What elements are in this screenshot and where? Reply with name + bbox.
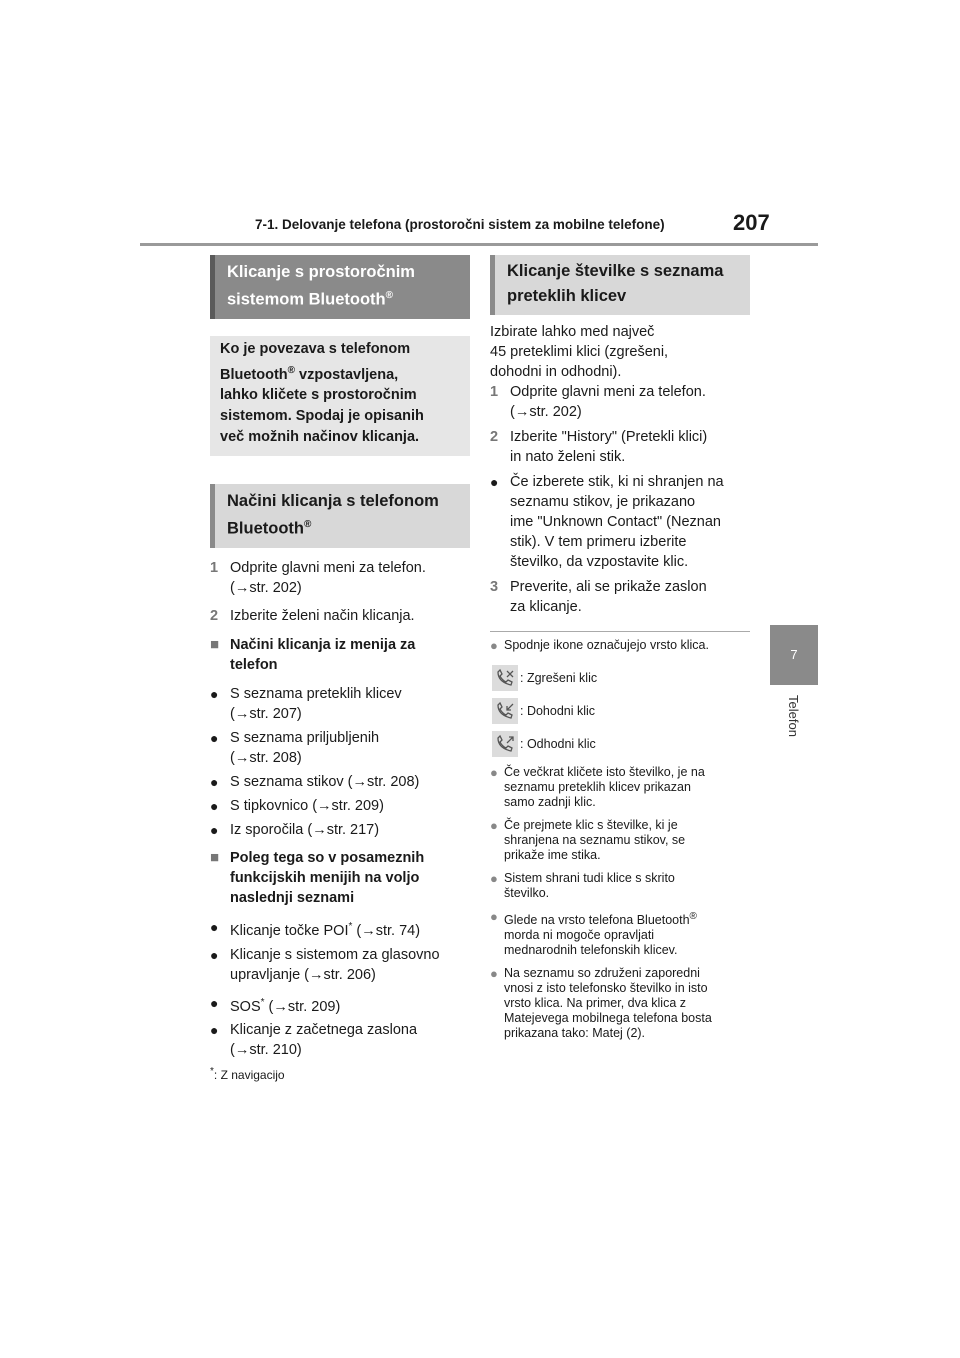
list-item: ● Če izberete stik, ki ni shranjen na seznamu stikov, je prikazano ime "Unknown Contact" (Neznan stik). V tem primeru izberite številko, da vzpostavite klic. — [490, 474, 724, 570]
list-item: ● Iz sporočila (→str. 217) — [210, 821, 380, 838]
subhead-phone-menu: ■ Načini klicanja iz menija za telefon — [210, 635, 416, 673]
steps — [210, 558, 470, 626]
list-item: ● SOS* (→str. 209) — [210, 994, 341, 1015]
subhead-function-menus: ■ Poleg tega so v posameznih funkcijskih menijih na voljo naslednji seznami — [210, 848, 425, 906]
chapter-label: Telefon — [786, 695, 801, 737]
note-icons: ● Spodnje ikone označujejo vrsto klica. — [490, 638, 709, 653]
footnote: *: Z navigacijo — [210, 1066, 285, 1083]
bullet-icon: ● — [210, 918, 219, 935]
section-heading-call-history: Klicanje številke s seznama preteklih klicev — [490, 255, 750, 315]
note-contact-name: ● Če prejmete klic s številke, ki je shranjena na seznamu stikov, se prikaže ime stika. — [490, 818, 686, 862]
outgoing-call-icon — [492, 731, 518, 757]
step-1: 1 Odprite glavni meni za telefon. (→str. 202) — [490, 384, 706, 420]
note-grouped-entries: ● Na seznamu so združeni zaporedni vnosi z isto telefonsko številko in isto vrsto klica. Na primer, dva klica z Matejevega mobilnega telefona bosta prikazana tako: Matej (2). — [490, 966, 712, 1041]
bullet-icon: ● — [210, 946, 219, 963]
bullet-icon: ● — [490, 638, 498, 653]
bullet-icon: ● — [210, 994, 219, 1011]
bullet-icon: ● — [210, 685, 219, 702]
history-intro: Izbirate lahko med največ 45 preteklimi klici (zgrešeni, dohodni in odhodni). — [490, 324, 669, 380]
step-2: 2 Izberite želeni način klicanja. — [210, 607, 415, 624]
legend-outgoing: : Odhodni klic — [492, 731, 750, 757]
bullet-list-function-menus — [210, 917, 470, 1061]
list-item: ● Klicanje s sistemom za glasovno upravljanje (→str. 206) — [210, 946, 440, 983]
intro-box: Ko je povezava s telefonom Bluetooth® vzpostavljena, lahko kličete s prostoročnim sistemom. Spodaj je opisanih več možnih načinov klicanja. — [210, 336, 470, 457]
bullet-icon: ● — [210, 773, 219, 790]
bullet-icon: ● — [210, 729, 219, 746]
bullet-icon: ● — [490, 909, 498, 924]
running-header: 7-1. Delovanje telefona (prostoročni sistem za mobilne telefone) — [255, 217, 665, 232]
bullet-icon: ● — [490, 871, 498, 886]
list-item: ● Klicanje z začetnega zaslona (→str. 210) — [210, 1022, 418, 1059]
section-heading-bluetooth-handsfree: Klicanje s prostoročnim sistemom Bluetooth® — [210, 255, 470, 319]
step-1: 1 Odprite glavni meni za telefon. (→str. 202) — [210, 559, 426, 596]
section-heading-call-methods: Načini klicanja s telefonom Bluetooth® — [210, 484, 470, 548]
note-repeated-number: ● Če večkrat kličete isto številko, je na seznamu preteklih klicev prikazan samo zadnji klic. — [490, 765, 705, 809]
step-3: 3 Preverite, ali se prikaže zaslon za klicanje. — [490, 579, 707, 615]
bullet-icon: ● — [490, 765, 498, 780]
left-column — [210, 255, 470, 1083]
legend-missed: : Zgrešeni klic — [492, 665, 750, 691]
missed-call-icon — [492, 665, 518, 691]
page-number: 207 — [733, 210, 770, 235]
bullet-icon: ● — [490, 818, 498, 833]
bullet-icon: ● — [490, 966, 498, 982]
list-item: ● S tipkovnico (→str. 209) — [210, 797, 384, 814]
bullet-list-phone-menu — [210, 684, 470, 840]
header-rule — [140, 243, 818, 246]
square-bullet-icon: ■ — [210, 635, 220, 653]
bullet-icon: ● — [210, 1022, 219, 1039]
incoming-call-icon — [492, 698, 518, 724]
square-bullet-icon: ■ — [210, 848, 220, 866]
notes — [490, 638, 750, 1041]
legend-incoming: : Dohodni klic — [492, 698, 750, 724]
bullet-icon: ● — [490, 474, 499, 490]
bullet-icon: ● — [210, 797, 219, 814]
note-hidden-number: ● Sistem shrani tudi klice s skrito številko. — [490, 871, 675, 900]
list-item: ● S seznama priljubljenih (→str. 208) — [210, 729, 380, 766]
list-item: ● S seznama stikov (→str. 208) — [210, 773, 420, 790]
step-2: 2 Izberite "History" (Pretekli klici) in nato želeni stik. — [490, 429, 708, 465]
note-international-calls: ● Glede na vrsto telefona Bluetooth® morda ni mogoče opravljati mednarodnih telefonskih klicev. — [490, 909, 697, 958]
right-column — [490, 255, 750, 1041]
chapter-tab: 7 — [770, 625, 818, 685]
notes-divider — [490, 631, 750, 632]
list-item: ● Klicanje točke POI* (→str. 74) — [210, 918, 421, 939]
list-item: ● S seznama preteklih klicev (→str. 207) — [210, 685, 402, 722]
bullet-icon: ● — [210, 821, 219, 838]
